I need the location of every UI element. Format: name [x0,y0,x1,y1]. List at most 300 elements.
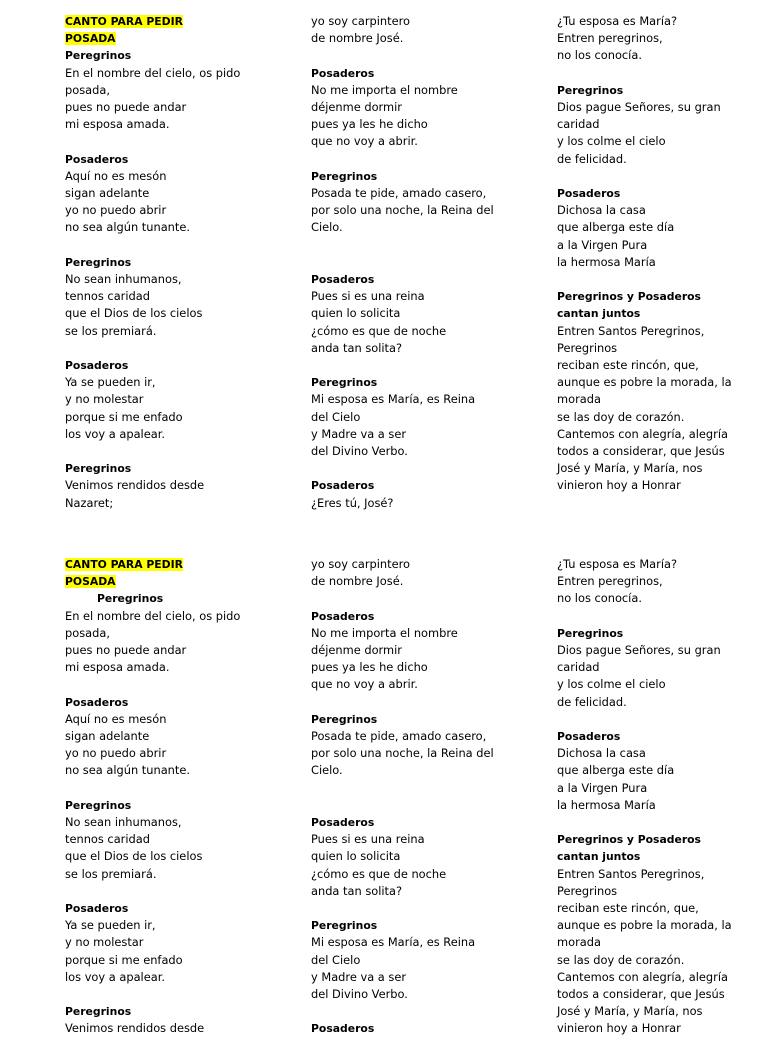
text-line [557,1003,757,1020]
lyric-line: caridad [557,660,600,675]
speaker-heading: Peregrinos [557,83,624,97]
lyrics-column-2 [311,556,541,1038]
text-line [65,116,290,133]
text-line [557,13,757,30]
text-line [65,608,290,625]
text-line [557,797,757,814]
text-line [65,642,290,659]
lyric-line: No sean inhumanos, [65,272,182,287]
text-line [311,409,541,426]
text-line [65,426,290,443]
lyric-line: déjenme dormir [311,100,402,114]
text-line [557,99,757,116]
lyric-line: por solo una noche, la Reina del [311,746,494,761]
speaker-heading: Posaderos [311,66,375,80]
text-line [311,676,541,693]
lyric-line: y Madre va a ser [311,426,407,441]
text-line [311,573,541,590]
text-line [311,30,541,47]
text-line [65,969,290,986]
text-line [557,556,757,573]
lyric-line: no los conocía. [557,591,642,606]
lyric-line: José y María, y María, nos [557,461,703,476]
speaker-heading: Posaderos [311,609,375,623]
text-line [65,659,290,676]
text-line [311,13,541,30]
blank-line [65,443,290,460]
text-line [557,391,757,408]
lyric-line: tennos caridad [65,832,150,847]
text-line [65,556,290,573]
lyric-line: tennos caridad [65,289,150,304]
lyric-line: déjenme dormir [311,643,402,657]
text-line [65,625,290,642]
speaker-heading: Peregrinos [557,626,624,640]
lyric-line: que alberga este día [557,763,675,778]
text-line [557,305,757,322]
text-line [557,625,757,642]
lyric-line: Venimos rendidos desde [65,1021,205,1036]
text-line [65,151,290,168]
blank-line [311,237,541,254]
text-line [311,728,541,745]
text-line [557,82,757,99]
text-line [311,185,541,202]
text-line [65,573,290,590]
lyric-line: vinieron hoy a Honrar [557,1021,681,1036]
speaker-heading: Peregrinos [65,255,132,269]
blank-line [311,797,541,814]
lyric-line: morada [557,392,601,407]
lyric-line: Dichosa la casa [557,203,646,218]
song-title: POSADA [65,32,116,46]
text-line [311,391,541,408]
speaker-heading: Peregrinos [97,592,164,606]
blank-line [311,357,541,374]
lyric-line: No me importa el nombre [311,625,458,640]
text-line [65,82,290,99]
lyric-line: En el nombre del cielo, os pido [65,65,241,80]
text-line [65,590,290,607]
lyric-line: aunque es pobre la morada, la [557,375,732,390]
text-line [65,271,290,288]
text-line [65,202,290,219]
text-line [557,676,757,693]
lyric-line: Entren Santos Peregrinos, [557,323,705,338]
text-line [311,814,541,831]
lyric-line: Entren peregrinos, [557,574,663,589]
lyric-line: yo soy carpintero [311,14,411,28]
speaker-heading: Posaderos [311,1022,375,1036]
text-line [311,917,541,934]
lyric-line: la hermosa María [557,254,656,269]
speaker-heading: Posaderos [65,695,129,709]
text-line [557,573,757,590]
speaker-heading: Posaderos [65,902,129,916]
text-line [311,762,541,779]
text-line [557,47,757,64]
speaker-heading: Peregrinos [65,462,132,476]
text-line [311,711,541,728]
lyric-line: Entren peregrinos, [557,31,663,46]
lyric-line: se los premiará. [65,866,157,881]
text-line [311,831,541,848]
text-line [65,952,290,969]
text-line [65,900,290,917]
lyric-line: yo no puedo abrir [65,746,167,761]
speaker-heading: Peregrinos [65,49,132,63]
blank-line [65,133,290,150]
lyric-line: anda tan solita? [311,340,403,355]
blank-line [311,1003,541,1020]
speaker-heading: cantan juntos [557,850,641,864]
text-line [557,460,757,477]
lyric-line: del Cielo [311,409,361,424]
text-line [65,305,290,322]
text-line [311,986,541,1003]
lyric-line: ¿Eres tú, José? [311,495,394,510]
lyric-line: ¿cómo es que de noche [311,866,447,881]
lyric-line: se las doy de corazón. [557,409,685,424]
lyrics-column-3 [557,13,757,495]
lyric-line: no los conocía. [557,48,642,63]
blank-line [311,694,541,711]
text-line [557,986,757,1003]
lyric-line: Peregrinos [557,340,618,355]
text-line [557,185,757,202]
text-line [65,745,290,762]
lyric-line: quien lo solicita [311,849,401,864]
lyric-line: mi esposa amada. [65,117,170,132]
lyric-line: porque si me enfado [65,952,183,967]
text-line [557,116,757,133]
lyric-line: pues ya les he dicho [311,117,428,132]
text-line [557,694,757,711]
blank-line [65,340,290,357]
text-line [557,151,757,168]
lyric-line: que el Dios de los cielos [65,306,203,321]
lyric-line: que no voy a abrir. [311,134,418,149]
lyric-line: Pues si es una reina [311,289,425,304]
speaker-heading: Posaderos [311,272,375,286]
text-line [557,374,757,391]
text-line [65,288,290,305]
lyric-line: Dios pague Señores, su gran [557,643,721,657]
lyric-line: no sea algún tunante. [65,763,190,778]
lyric-line: y Madre va a ser [311,969,407,984]
lyric-line: del Divino Verbo. [311,987,408,1001]
text-line [311,556,541,573]
blank-line [65,883,290,900]
lyric-line: Mi esposa es María, es Reina [311,935,476,950]
lyric-line: que no voy a abrir. [311,677,418,692]
lyric-line: posada, [65,82,110,97]
lyric-line: vinieron hoy a Honrar [557,478,681,493]
song-title: POSADA [65,575,116,589]
lyric-line: Ya se pueden ir, [65,375,156,390]
text-line [311,952,541,969]
text-line [311,745,541,762]
text-line [311,82,541,99]
lyric-line: Venimos rendidos desde [65,478,205,493]
text-line [311,202,541,219]
text-line [557,866,757,883]
lyric-line: Ya se pueden ir, [65,918,156,933]
lyric-line: no sea algún tunante. [65,220,190,235]
blank-line [65,237,290,254]
blank-line [311,460,541,477]
text-line [557,357,757,374]
blank-line [557,814,757,831]
speaker-heading: Peregrinos y Posaderos [557,290,701,304]
text-line [311,99,541,116]
blank-line [557,711,757,728]
text-line [311,288,541,305]
text-line [557,477,757,494]
speaker-heading: Peregrinos [311,376,378,390]
text-line [557,780,757,797]
text-line [65,762,290,779]
lyric-line: Cantemos con alegría, alegría [557,426,728,441]
lyric-line: de felicidad. [557,694,627,709]
text-line [311,219,541,236]
lyric-line: ¿Tu esposa es María? [557,14,678,28]
text-line [311,1020,541,1037]
lyric-line: pues no puede andar [65,643,187,658]
lyric-line: Entren Santos Peregrinos, [557,866,705,881]
text-line [557,590,757,607]
text-line [557,728,757,745]
lyric-line: la hermosa María [557,797,656,812]
lyric-line: Peregrinos [557,883,618,898]
blank-line [311,590,541,607]
lyric-line: a la Virgen Pura [557,237,648,252]
text-line [557,323,757,340]
lyrics-column-3 [557,556,757,1038]
text-line [557,762,757,779]
text-line [311,305,541,322]
lyrics-column-2 [311,13,541,512]
lyric-line: yo no puedo abrir [65,203,167,218]
text-line [557,254,757,271]
lyric-line: de nombre José. [311,574,404,589]
speaker-heading: Posaderos [311,815,375,829]
lyric-line: yo soy carpintero [311,557,411,571]
blank-line [557,608,757,625]
text-line [65,409,290,426]
text-line [311,477,541,494]
text-line [557,883,757,900]
text-line [65,831,290,848]
text-line [65,13,290,30]
text-line [557,745,757,762]
lyric-line: y los colme el cielo [557,134,666,149]
lyric-line: se las doy de corazón. [557,952,685,967]
lyric-line: Dichosa la casa [557,746,646,761]
text-line [557,969,757,986]
lyric-line: sigan adelante [65,186,150,201]
text-line [65,47,290,64]
text-line [557,219,757,236]
text-line [65,495,290,512]
speaker-heading: Peregrinos [311,169,378,183]
lyric-line: por solo una noche, la Reina del [311,203,494,218]
text-line [65,323,290,340]
lyric-line: No me importa el nombre [311,82,458,97]
text-line [557,900,757,917]
text-line [311,848,541,865]
speaker-heading: Posaderos [557,730,621,743]
lyric-line: No sean inhumanos, [65,815,182,830]
lyric-line: caridad [557,117,600,132]
text-line [311,426,541,443]
text-line [557,642,757,659]
lyric-line: reciban este rincón, que, [557,901,699,916]
text-line [311,323,541,340]
lyric-line: a la Virgen Pura [557,780,648,795]
text-line [311,866,541,883]
text-line [557,917,757,934]
text-line [65,814,290,831]
blank-line [557,65,757,82]
text-line [311,495,541,512]
text-line [311,374,541,391]
text-line [557,952,757,969]
lyric-line: reciban este rincón, que, [557,358,699,373]
song-title: CANTO PARA PEDIR [65,558,183,571]
lyric-line: de felicidad. [557,151,627,166]
text-line [557,288,757,305]
text-line [311,969,541,986]
lyric-line: aunque es pobre la morada, la [557,918,732,933]
text-line [65,917,290,934]
lyric-line: mi esposa amada. [65,660,170,675]
speaker-heading: Peregrinos y Posaderos [557,833,701,847]
text-line [65,460,290,477]
speaker-heading: Peregrinos [65,1005,132,1019]
speaker-heading: Posaderos [311,479,375,493]
text-line [557,443,757,460]
text-line [65,185,290,202]
text-line [65,866,290,883]
text-line [65,99,290,116]
blank-line [65,676,290,693]
blank-line [65,780,290,797]
speaker-heading: Peregrinos [311,712,378,726]
song-title: CANTO PARA PEDIR [65,15,183,28]
speaker-heading: Posaderos [65,359,129,373]
lyric-line: Aquí no es mesón [65,168,167,183]
lyric-line: Dios pague Señores, su gran [557,100,721,114]
text-line [557,426,757,443]
lyric-line: ¿Tu esposa es María? [557,557,678,571]
blank-line [65,986,290,1003]
text-line [557,133,757,150]
text-line [311,642,541,659]
blank-line [311,47,541,64]
text-line [65,797,290,814]
lyric-line: Posada te pide, amado casero, [311,186,487,200]
text-line [311,934,541,951]
lyric-line: Mi esposa es María, es Reina [311,392,476,407]
text-line [311,659,541,676]
lyrics-column-1 [65,556,290,1038]
lyric-line: y no molestar [65,935,144,950]
text-line [557,202,757,219]
lyric-line: Pues si es una reina [311,832,425,847]
speaker-heading: Peregrinos [311,919,378,933]
lyric-line: pues no puede andar [65,100,187,115]
text-line [557,1020,757,1037]
lyric-line: de nombre José. [311,31,404,46]
lyric-line: Aquí no es mesón [65,711,167,726]
text-line [65,219,290,236]
text-line [65,1003,290,1020]
text-line [557,340,757,357]
lyric-line: del Cielo [311,952,361,967]
lyric-line: los voy a apalear. [65,426,165,441]
lyric-line: todos a considerar, que Jesús [557,444,725,459]
lyric-line: morada [557,935,601,950]
text-line [311,625,541,642]
text-line [65,848,290,865]
lyric-line: del Divino Verbo. [311,444,408,458]
lyric-line: En el nombre del cielo, os pido [65,608,241,623]
text-line [65,711,290,728]
text-line [65,934,290,951]
lyric-line: quien lo solicita [311,306,401,321]
text-line [311,65,541,82]
text-line [557,848,757,865]
speaker-heading: Posaderos [65,152,129,166]
text-line [557,831,757,848]
blank-line [557,168,757,185]
lyric-line: Cielo. [311,763,343,778]
lyric-line: y no molestar [65,392,144,407]
lyric-line: se los premiará. [65,323,157,338]
text-line [65,391,290,408]
lyric-line: ¿cómo es que de noche [311,323,447,338]
speaker-heading: cantan juntos [557,307,641,321]
text-line [311,133,541,150]
text-line [311,608,541,625]
text-line [311,883,541,900]
text-line [65,254,290,271]
text-line [65,477,290,494]
lyric-line: anda tan solita? [311,883,403,898]
lyric-line: José y María, y María, nos [557,1004,703,1019]
text-line [65,30,290,47]
blank-line [311,900,541,917]
lyrics-column-1 [65,13,290,512]
lyric-line: los voy a apalear. [65,969,165,984]
text-line [65,728,290,745]
lyric-line: que el Dios de los cielos [65,849,203,864]
text-line [65,168,290,185]
lyric-line: y los colme el cielo [557,677,666,692]
lyric-line: Cantemos con alegría, alegría [557,969,728,984]
text-line [311,271,541,288]
lyric-line: Cielo. [311,220,343,235]
text-line [557,409,757,426]
text-line [311,340,541,357]
text-line [65,374,290,391]
blank-line [311,254,541,271]
text-line [65,694,290,711]
speaker-heading: Peregrinos [65,798,132,812]
lyric-line: pues ya les he dicho [311,660,428,675]
lyric-line: porque si me enfado [65,409,183,424]
